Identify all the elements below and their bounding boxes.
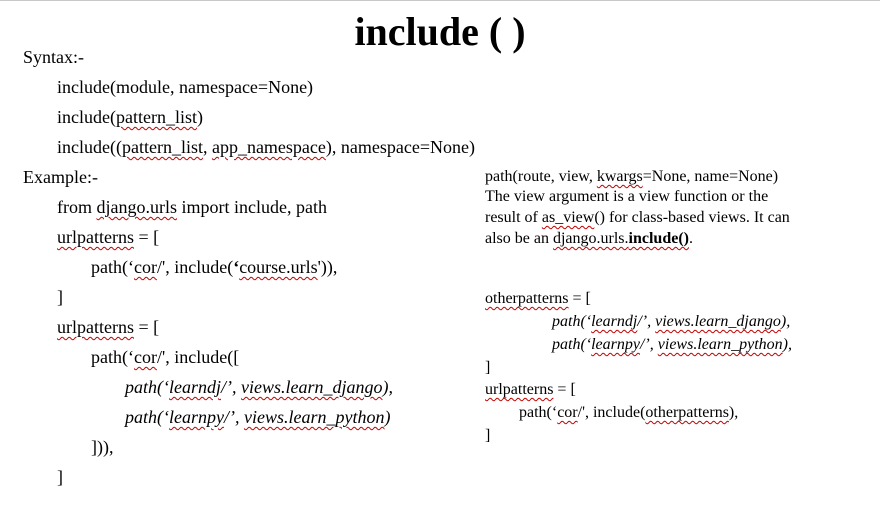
text: = [ [553, 381, 576, 398]
text: path(‘ [125, 377, 169, 397]
spellcheck-word: otherpatterns [485, 290, 569, 307]
spellcheck-word: views.learn_python [657, 336, 783, 353]
top-border [0, 0, 880, 1]
spellcheck-word: urlpatterns [57, 227, 134, 247]
text: ), namespace=None) [325, 137, 475, 157]
text: /’, [637, 313, 656, 330]
otherpatterns-path-2 [552, 335, 792, 355]
text: path(route, view, [485, 168, 597, 185]
urlpatterns-close: ] [485, 427, 491, 444]
text: path(‘ [125, 407, 169, 427]
text: ‘ [233, 257, 240, 277]
text: ), [382, 377, 393, 397]
spellcheck-word: otherpatterns [645, 404, 729, 421]
spellcheck-word: pattern_list [121, 137, 203, 157]
text: ) [384, 407, 391, 427]
text: path(‘ [552, 313, 592, 330]
syntax-line-2 [57, 106, 203, 128]
spellcheck-word: learndj [169, 377, 221, 397]
text: /’, [221, 377, 241, 397]
text: path(‘ [91, 257, 134, 277]
spellcheck-word: cor [133, 257, 157, 277]
spellcheck-word: pattern_list [115, 107, 197, 127]
spellcheck-word: urlpatterns [485, 381, 554, 398]
syntax-line-3 [57, 136, 475, 158]
text: ), [728, 404, 739, 421]
example-import-line [57, 196, 327, 218]
example-urlpatterns-1 [57, 226, 159, 248]
text: /', include([ [156, 347, 240, 367]
example-path-4 [125, 406, 390, 428]
urlpatterns-path [519, 403, 738, 423]
slide-title: include ( ) [354, 9, 526, 54]
otherpatterns-path-1 [552, 312, 790, 332]
path-description-2 [485, 208, 790, 228]
spellcheck-word: course.urls [239, 257, 318, 277]
example-path-1 [91, 256, 337, 278]
text: include( [57, 107, 116, 127]
text: /', include( [577, 404, 646, 421]
text: , [202, 137, 212, 157]
text: = [ [133, 317, 160, 337]
text: ), [780, 313, 791, 330]
example-path-3 [125, 376, 393, 398]
syntax-line-1: include(module, namespace=None) [57, 77, 314, 97]
spellcheck-word: app_namespace [211, 137, 326, 157]
spellcheck-word: kwargs [596, 168, 643, 185]
otherpatterns-line [485, 289, 591, 309]
spellcheck-word: views.learn_django [655, 313, 781, 330]
text: import include, path [177, 197, 327, 217]
text: = [ [133, 227, 160, 247]
text: = [ [568, 290, 591, 307]
spellcheck-word: include() [628, 230, 689, 247]
text: ), [782, 336, 792, 353]
syntax-label: Syntax:- [23, 47, 84, 67]
example-urlpatterns-2 [57, 316, 159, 338]
spellcheck-word: views.learn_python [243, 407, 385, 427]
spellcheck-word: django.urls. [552, 230, 629, 247]
text: ) [196, 107, 203, 127]
text: =None, name=None) [642, 168, 779, 185]
text: ')), [317, 257, 338, 277]
example-path-2 [91, 346, 239, 368]
spellcheck-word: learnpy [169, 407, 224, 427]
example-close-3: ] [57, 467, 63, 487]
example-label: Example:- [23, 167, 98, 187]
spellcheck-word: urlpatterns [57, 317, 134, 337]
text: path(‘ [91, 347, 134, 367]
path-description-3 [485, 229, 693, 249]
example-close-2: ])), [91, 437, 114, 457]
spellcheck-word: cor [133, 347, 157, 367]
text: path(‘ [552, 336, 592, 353]
text: include(( [57, 137, 122, 157]
path-signature [485, 167, 778, 187]
spellcheck-word: as_view [541, 209, 595, 226]
text: /’, [639, 336, 658, 353]
spellcheck-word: views.learn_django [241, 377, 383, 397]
text: path(‘ [519, 404, 558, 421]
text: . [688, 230, 693, 247]
example-close-1: ] [57, 287, 63, 307]
spellcheck-word: learnpy [591, 336, 640, 353]
text: /', include( [156, 257, 234, 277]
spellcheck-word: cor [557, 404, 578, 421]
spellcheck-word: django.urls [96, 197, 177, 217]
text: from [57, 197, 97, 217]
spellcheck-word: learndj [591, 313, 638, 330]
text: () for class-based views. It can [594, 209, 790, 226]
urlpatterns-line [485, 380, 576, 400]
text: /’, [223, 407, 244, 427]
path-description-1: The view argument is a view function or the [485, 188, 769, 205]
otherpatterns-close: ] [485, 359, 491, 376]
text: result of [485, 209, 542, 226]
text: also be an [485, 230, 553, 247]
